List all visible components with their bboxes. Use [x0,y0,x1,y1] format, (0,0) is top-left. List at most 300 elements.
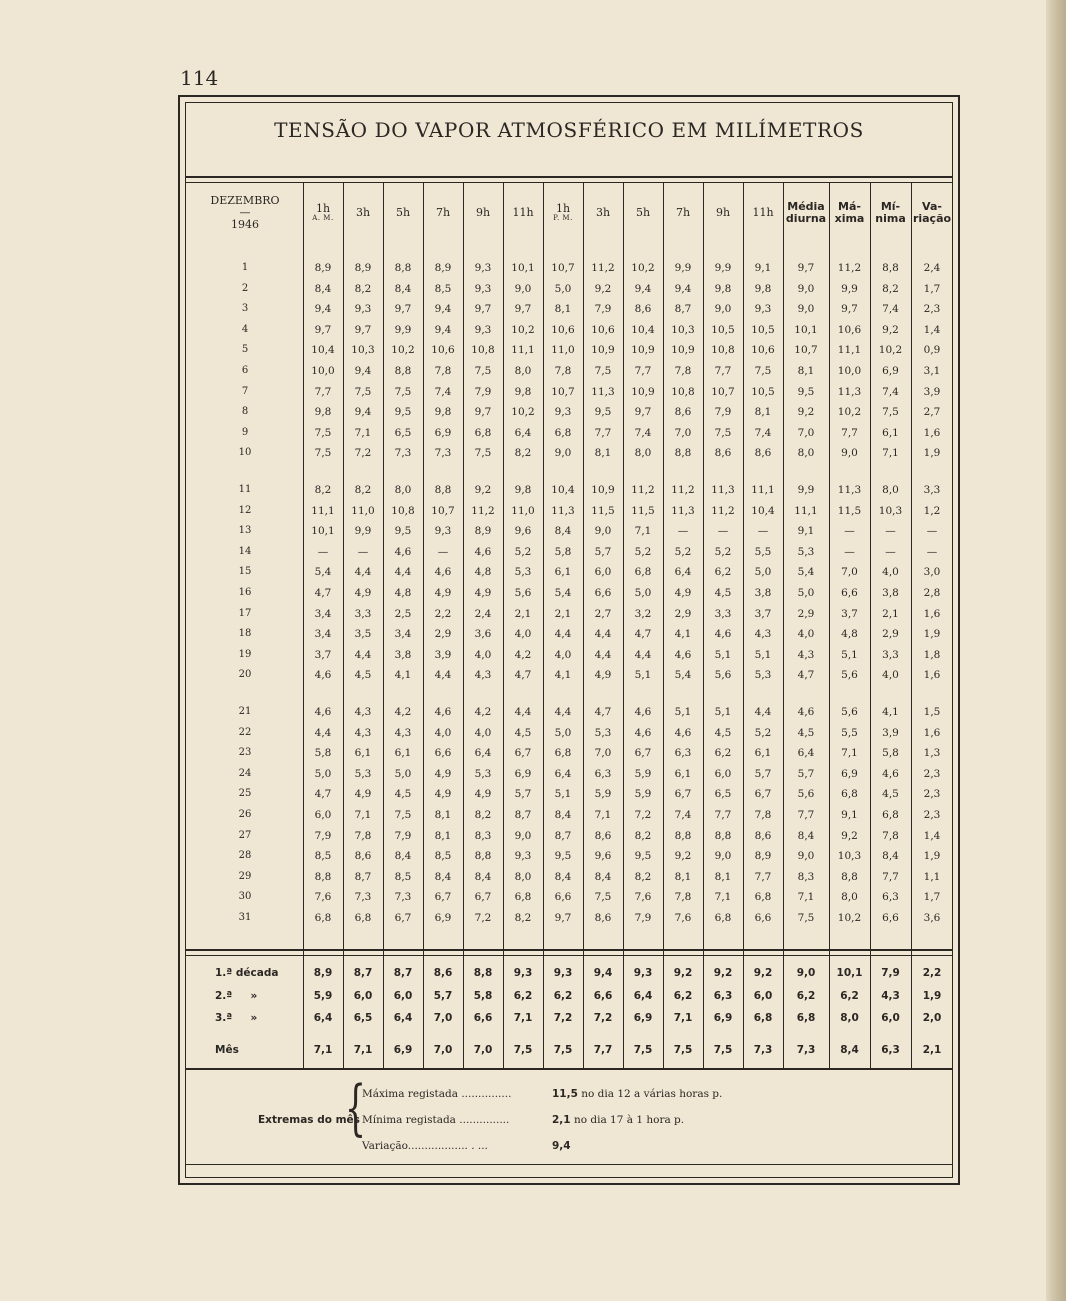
header-dash: — [239,205,251,219]
row-value: 8,1 [754,406,772,419]
row-value: 6,6 [841,587,858,599]
summary-value: 8,8 [473,967,493,979]
row-value: 8,8 [474,850,492,863]
row-value: 5,6 [841,706,858,718]
extremes-label: Extremas do mês [258,1114,360,1126]
row-value: 7,5 [474,365,492,377]
row-day: 18 [238,628,252,640]
row-value: 11,3 [711,484,735,496]
row-value: 7,9 [314,829,332,842]
table-row [185,382,953,402]
row-value: 7,7 [841,426,858,439]
row-value: 8,8 [394,365,412,377]
row-value: 9,5 [394,525,412,538]
row-value: 10,6 [551,323,575,336]
row-value: 8,2 [514,447,532,460]
row-value: 4,1 [674,628,692,641]
row-value: 7,0 [674,426,692,439]
row-value: 8,7 [554,829,572,842]
row-value: 10,3 [351,344,375,357]
row-value: 11,5 [591,504,615,517]
row-value: 8,6 [594,829,612,842]
row-value: 1,9 [923,447,941,460]
row-value: 6,9 [882,365,899,377]
row-value: 2,9 [882,628,899,641]
header-col-label: 5h [635,205,651,219]
row-value: 8,4 [474,870,492,883]
summary-value: 8,0 [840,1012,859,1024]
row-value: 4,0 [797,628,815,641]
row-value: 10,6 [751,344,775,357]
row-value: 2,8 [923,587,941,599]
row-value: 6,9 [841,767,858,780]
row-value: 8,5 [434,282,452,295]
summary-value: 9,3 [553,967,573,979]
row-value: — [926,525,938,538]
row-day: 10 [238,447,252,459]
row-value: 4,6 [674,726,692,739]
row-value: 10,7 [551,262,575,274]
row-value: 7,5 [797,912,815,924]
row-value: 9,1 [841,809,858,821]
row-value: 6,7 [394,912,412,924]
summary-value: 5,8 [473,990,493,1002]
row-value: 7,5 [594,891,612,904]
row-value: 4,2 [394,706,412,718]
row-value: 6,3 [674,747,692,760]
row-value: 10,4 [551,484,575,496]
column-divider [703,182,704,1068]
row-value: 6,5 [714,788,732,801]
row-value: 9,4 [354,365,372,377]
row-value: 9,5 [634,850,652,863]
row-value: 4,8 [474,566,492,579]
summary-value: 6,6 [593,990,613,1002]
row-value: 8,9 [314,262,332,274]
table-row [185,784,953,804]
row-value: 7,4 [434,385,452,398]
row-value: 6,1 [674,767,692,780]
row-value: 2,1 [882,607,899,620]
row-value: 5,0 [554,726,572,739]
row-value: 7,1 [594,809,612,821]
row-value: 8,9 [354,262,372,274]
row-value: 4,0 [554,648,572,661]
summary-value: 9,2 [673,967,693,979]
row-value: 7,4 [882,303,899,316]
row-value: 9,7 [554,912,572,924]
header-col-4 [463,184,503,242]
row-value: 4,7 [514,669,532,682]
header-col-label: 11h [752,205,774,219]
summary-row [185,1040,953,1060]
row-value: 6,4 [674,566,692,579]
table-row [185,542,953,562]
row-value: 9,0 [514,282,532,295]
row-value: 7,4 [754,426,772,439]
row-value: 11,0 [511,504,535,517]
row-value: 5,7 [754,767,772,780]
table-row [185,867,953,887]
row-value: 5,2 [634,545,652,558]
row-value: 8,8 [314,870,332,883]
row-value: 3,3 [354,607,372,620]
row-value: 9,4 [634,282,652,295]
summary-value: 6,4 [393,1012,413,1024]
extreme-min-detail: no dia 17 à 1 hora p. [570,1114,685,1126]
table-row [185,805,953,825]
row-value: 7,7 [714,365,732,377]
row-value: 5,0 [634,587,652,599]
header-col-label: 3h [595,205,611,219]
row-value: 9,7 [841,303,858,316]
row-value: — [844,545,855,558]
row-value: 7,7 [754,870,772,883]
column-divider [829,182,830,1068]
row-value: 8,4 [554,809,572,821]
table-row [185,443,953,463]
row-value: 4,4 [554,628,572,641]
row-value: 7,1 [354,426,372,439]
table-row [185,279,953,299]
row-value: 5,9 [634,767,652,780]
row-value: 5,1 [714,648,732,661]
row-value: 6,8 [882,809,899,821]
row-value: 4,9 [674,587,692,599]
header-col-10 [703,184,743,242]
row-value: 6,6 [882,912,899,924]
row-value: 9,5 [554,850,572,863]
header-month: DEZEMBRO [210,193,280,207]
row-value: — [885,525,896,538]
row-value: 1,4 [923,323,941,336]
row-value: 11,3 [591,385,615,398]
row-value: 5,1 [714,706,732,718]
row-value: 6,7 [514,747,532,760]
column-divider [383,182,384,1068]
row-value: 4,3 [474,669,492,682]
row-value: 10,0 [311,365,335,377]
header-col-sublabel: P. M. [553,214,573,223]
row-value: 4,5 [514,726,532,739]
summary-value: 7,0 [433,1044,453,1056]
table-row [185,361,953,381]
summary-value: 6,0 [393,990,413,1002]
row-value: 10,8 [391,504,415,517]
row-value: 8,6 [754,829,772,842]
row-value: 8,5 [434,850,452,863]
row-value: 5,0 [797,587,815,599]
summary-value: 2,2 [922,967,942,979]
row-value: 3,8 [754,587,772,599]
row-value: 4,6 [797,706,815,718]
row-value: 5,3 [797,545,815,558]
table-row [185,299,953,319]
row-value: 9,0 [841,447,858,460]
row-value: 3,6 [923,912,941,924]
row-value: 6,8 [554,747,572,760]
row-value: 9,0 [594,525,612,538]
row-value: 5,6 [514,587,532,599]
row-value: 6,7 [674,788,692,801]
summary-value: 7,1 [353,1044,373,1056]
row-value: 9,2 [797,406,815,419]
row-value: 4,6 [434,566,452,579]
row-value: 1,7 [923,891,941,904]
row-value: 8,4 [594,870,612,883]
header-col-label: Va- [922,199,942,213]
row-value: 5,3 [354,767,372,780]
header-col-label: 7h [435,205,451,219]
row-value: 6,8 [754,891,772,904]
row-value: 10,4 [311,344,335,357]
header-col-12 [783,184,829,242]
extreme-var-value [552,1140,571,1152]
row-value: 4,4 [594,648,612,661]
row-value: 8,4 [882,850,899,863]
row-value: 4,4 [754,706,772,718]
row-value: 11,0 [551,344,575,357]
row-value: — [677,525,689,538]
header-col-14 [870,184,911,242]
header-col-label: 9h [715,205,731,219]
extreme-min-number: 2,1 [552,1114,571,1126]
row-value: 9,9 [841,282,858,295]
summary-value: 4,3 [881,990,900,1002]
row-value: 6,1 [554,566,572,579]
summary-value: 7,5 [713,1044,733,1056]
row-value: 10,9 [671,344,695,357]
row-value: 8,0 [634,447,652,460]
summary-value: 9,3 [513,967,533,979]
row-value: 9,0 [714,850,732,863]
summary-value: 8,7 [393,967,413,979]
row-value: 3,6 [474,628,492,641]
row-value: 9,8 [434,406,452,419]
row-value: 6,8 [634,566,652,579]
row-value: 9,9 [797,484,815,496]
row-value: 7,3 [394,891,412,904]
summary-value: 7,2 [553,1012,573,1024]
row-value: 7,7 [797,809,815,821]
row-value: 3,3 [882,648,899,661]
row-value: 8,1 [797,365,815,377]
row-value: 11,2 [837,262,862,274]
row-value: 4,3 [797,648,815,661]
summary-value: 9,2 [713,967,733,979]
extreme-min-name: Mínima registada ............... [362,1114,510,1126]
row-value: 8,0 [394,484,412,496]
row-value: 5,4 [797,566,815,579]
row-value: 9,2 [841,829,858,842]
row-value: 1,6 [923,726,941,739]
row-value: 7,7 [594,426,612,439]
table-row [185,908,953,928]
summary-value: 8,4 [840,1044,859,1056]
row-value: — [885,545,896,558]
row-value: 11,5 [837,504,862,517]
row-day: 20 [238,669,252,681]
summary-value: 10,1 [836,967,863,979]
row-value: 4,6 [474,545,492,558]
summary-value: 2,0 [922,1012,942,1024]
row-value: 4,0 [474,726,492,739]
row-value: 8,5 [314,850,332,863]
row-value: 9,7 [634,406,652,419]
row-value: 7,8 [674,891,692,904]
row-value: 9,2 [474,484,492,496]
row-value: 7,7 [714,809,732,821]
header-col-label: 5h [395,205,411,219]
row-value: 8,2 [354,484,372,496]
row-value: 10,2 [631,262,655,274]
row-value: 6,7 [634,747,652,760]
row-value: 11,2 [471,504,495,517]
row-value: 4,6 [434,706,452,718]
row-value: 5,3 [514,566,532,579]
row-value: 9,0 [797,282,815,295]
row-value: 3,9 [882,726,899,739]
row-value: 6,8 [354,912,372,924]
row-value: 10,2 [878,344,903,357]
row-value: 2,1 [514,607,532,620]
row-value: 6,9 [514,767,532,780]
row-value: 6,9 [434,912,452,924]
table-row [185,501,953,521]
row-value: 3,8 [882,587,899,599]
row-value: 8,5 [394,870,412,883]
row-value: 6,6 [434,747,452,760]
summary-value: 9,0 [796,967,816,979]
row-value: 7,7 [634,365,652,377]
summary-value: 6,4 [313,1012,333,1024]
row-value: 6,8 [474,426,492,439]
row-value: 9,3 [554,406,572,419]
row-value: 4,5 [354,669,372,682]
row-value: 9,0 [714,303,732,316]
row-day: 22 [238,726,252,738]
header-month-cell [190,184,300,242]
row-value: 11,2 [671,484,695,496]
row-value: 5,1 [634,669,652,682]
row-value: 11,1 [311,504,335,517]
summary-value: 6,9 [633,1012,653,1024]
row-value: 10,4 [631,323,655,336]
row-value: 4,6 [634,706,652,718]
row-value: 5,2 [754,726,772,739]
row-value: 7,5 [882,406,899,419]
row-day: 4 [241,323,249,335]
row-value: 4,4 [394,566,412,579]
row-value: 5,4 [554,587,572,599]
row-value: 5,6 [841,669,858,682]
row-value: 8,3 [474,829,492,842]
row-value: 10,7 [711,385,735,398]
row-value: 4,9 [434,767,452,780]
summary-row [185,963,953,983]
row-value: 8,0 [514,365,532,377]
row-value: 10,9 [631,385,655,398]
row-value: 1,5 [923,706,941,718]
row-day: 12 [238,504,252,516]
row-value: 7,5 [754,365,772,377]
row-value: 3,4 [314,607,332,620]
row-value: 9,5 [394,406,412,419]
row-value: 6,3 [882,891,899,904]
row-value: 8,4 [394,282,412,295]
header-col-15 [911,184,953,242]
row-value: 4,0 [434,726,452,739]
row-value: 7,5 [354,385,372,398]
row-value: 9,4 [354,406,372,419]
row-value: 4,4 [314,726,332,739]
row-value: 3,5 [354,628,372,641]
row-value: 5,1 [841,648,858,661]
row-value: 5,8 [314,747,332,760]
header-col-3 [423,184,463,242]
row-value: 11,5 [631,504,655,517]
row-day: 28 [238,850,252,862]
summary-top-rule [185,949,953,951]
row-value: 8,7 [674,303,692,316]
row-value: 6,6 [554,891,572,904]
row-value: 6,0 [594,566,612,579]
row-value: 4,5 [394,788,412,801]
row-value: 7,6 [314,891,332,904]
row-value: 9,7 [314,323,332,336]
row-value: 5,1 [674,706,692,718]
row-value: 9,2 [594,282,612,295]
row-value: 9,3 [514,850,532,863]
row-value: 4,4 [634,648,652,661]
page-edge [1046,0,1066,1301]
summary-value: 7,1 [313,1044,333,1056]
row-value: 5,3 [594,726,612,739]
extreme-var-number: 9,4 [552,1140,571,1152]
column-divider [543,182,544,1068]
row-value: 6,8 [314,912,332,924]
row-value: 7,6 [674,912,692,924]
row-value: 6,3 [594,767,612,780]
row-day: 7 [241,385,249,397]
row-value: 10,7 [794,344,818,357]
summary-value: 8,7 [353,967,373,979]
row-value: 8,0 [514,870,532,883]
row-value: 8,1 [714,870,732,883]
row-value: 3,8 [394,648,412,661]
table-row [185,521,953,541]
row-value: 9,5 [797,385,815,398]
header-col-0 [303,184,343,242]
row-value: 3,2 [634,607,652,620]
row-value: 3,7 [754,607,772,620]
row-value: 5,5 [754,545,772,558]
row-value: 7,4 [882,385,899,398]
row-value: 4,4 [434,669,452,682]
row-value: 5,0 [394,767,412,780]
row-value: 5,3 [474,767,492,780]
row-value: 7,5 [714,426,732,439]
row-value: 6,4 [797,747,815,760]
row-value: 1,6 [923,607,941,620]
row-value: 7,9 [594,303,612,316]
row-value: 0,9 [923,344,941,357]
summary-label: Mês [215,1044,239,1056]
table-row [185,723,953,743]
row-value: 4,0 [882,566,899,579]
column-divider [503,182,504,1068]
row-value: 10,6 [591,323,615,336]
